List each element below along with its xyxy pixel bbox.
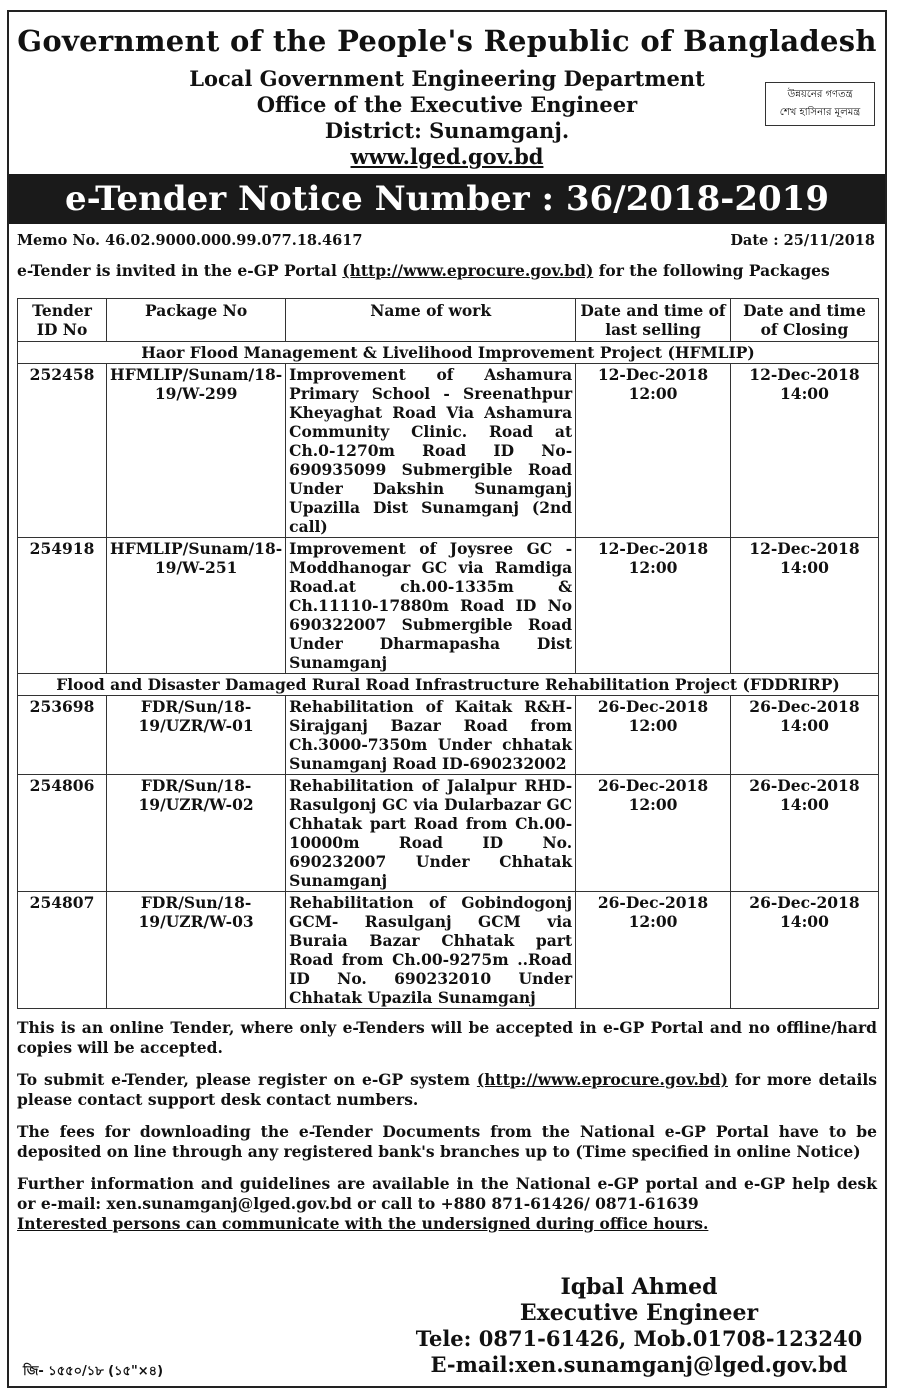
closing: 26-Dec-2018 14:00 [730, 892, 878, 1009]
eprocure-link-2[interactable]: (http://www.eprocure.gov.bd) [476, 1070, 728, 1089]
closing: 12-Dec-2018 14:00 [730, 538, 878, 674]
district-name: District: Sunamganj. [324, 118, 570, 143]
slogan-seal [765, 82, 875, 126]
name-of-work: Rehabilitation of Kaitak R&H-Sirajganj Bazar Road from Ch.3000-7350m Under chhatak Sunamganj Road ID-690232002 [286, 696, 576, 775]
name-of-work: Improvement of Ashamura Primary School - Sreenathpur Kheyaghat Road Via Ashamura Community Clinic. Road at Ch.0-1270m Road ID No-690935099 Submergible Road Under Dakshin Sunamganj Upazilla Dist Sunamganj (2nd call) [286, 364, 576, 538]
name-of-work: Rehabilitation of Gobindogonj GCM- Rasulganj GCM via Buraia Bazar Chhatak part Road from Ch.00-9275m ..Road ID No. 690232010 Under Chhatak Upazila Sunamganj [286, 892, 576, 1009]
website-link[interactable]: www.lged.gov.bd [350, 144, 544, 169]
registration-suffix: for more details please contact support desk contact numbers. [17, 1070, 877, 1109]
eprocure-link[interactable]: (http://www.eprocure.gov.bd) [342, 261, 594, 280]
publication-code: জি- ১৫৫০/১৮ (১৫"×৪) [23, 1364, 164, 1379]
name-of-work: Improvement of Joysree GC - Moddhanogar GC via Ramdiga Road.at ch.00-1335m & Ch.11110-17880m Road ID No 690322007 Submergible Road Under Dharmapasha Dist Sunamganj [286, 538, 576, 674]
table-row [18, 696, 879, 775]
registration-note [17, 1070, 877, 1110]
header-last-selling: Date and time of last selling [576, 299, 731, 342]
last-selling: 26-Dec-2018 12:00 [576, 775, 731, 892]
memo-number: Memo No. 46.02.9000.000.99.077.18.4617 [17, 232, 363, 249]
name-of-work: Rehabilitation of Jalalpur RHD-Rasulgonj GC via Dularbazar GC Chhatak part Road from Ch.00-10000m Road ID No. 690232007 Under Chhatak Sunamganj [286, 775, 576, 892]
signatory-title: Executive Engineer [519, 1300, 759, 1326]
office-hours-note: Interested persons can communicate with the undersigned during office hours. [17, 1214, 709, 1233]
further-info-note [17, 1174, 877, 1234]
memo-date: Date : 25/11/2018 [730, 232, 875, 249]
signatory-name: Iqbal Ahmed [560, 1274, 718, 1300]
package-no: HFMLIP/Sunam/18-19/W-251 [107, 538, 286, 674]
fee-note: The fees for downloading the e-Tender Documents from the National e-GP Portal have to be deposited on line through any registered bank's branches up to (Time specified in online Notice) [17, 1122, 877, 1161]
government-title: Government of the People's Republic of Bangladesh [17, 24, 877, 58]
package-no: FDR/Sun/18-19/UZR/W-03 [107, 892, 286, 1009]
project-row [18, 342, 879, 364]
tender-id: 254918 [18, 538, 107, 674]
table-row [18, 364, 879, 538]
project-title: Flood and Disaster Damaged Rural Road Infrastructure Rehabilitation Project (FDDRIRP) [18, 674, 879, 696]
registration-prefix: To submit e-Tender, please register on e-GP system [17, 1070, 470, 1089]
project-title: Haor Flood Management & Livelihood Improvement Project (HFMLIP) [18, 342, 879, 364]
header-package-no: Package No [107, 299, 286, 342]
tender-id: 254806 [18, 775, 107, 892]
invite-suffix: for the following Packages [598, 261, 830, 280]
further-info-text: Further information and guidelines are available in the National e-GP portal and e-GP help desk or e-mail: xen.sunamganj@lged.gov.bd or call to +880 871-61426/ 0871-61639 [17, 1174, 877, 1213]
project-row [18, 674, 879, 696]
table-row [18, 775, 879, 892]
header [9, 12, 885, 172]
seal-line-2: শেখ হাসিনার মূলমন্ত্র [779, 107, 861, 118]
table-header-row [18, 299, 879, 342]
package-no: FDR/Sun/18-19/UZR/W-02 [107, 775, 286, 892]
closing: 26-Dec-2018 14:00 [730, 775, 878, 892]
closing: 12-Dec-2018 14:00 [730, 364, 878, 538]
table-row [18, 892, 879, 1009]
tender-id: 254807 [18, 892, 107, 1009]
online-tender-note: This is an online Tender, where only e-Tenders will be accepted in e-GP Portal and no offline/hard copies will be accepted. [17, 1018, 877, 1057]
package-no: FDR/Sun/18-19/UZR/W-01 [107, 696, 286, 775]
closing: 26-Dec-2018 14:00 [730, 696, 878, 775]
notice-frame [7, 10, 887, 1388]
header-closing: Date and time of Closing [730, 299, 878, 342]
tender-id: 253698 [18, 696, 107, 775]
header-tender-id: Tender ID No [18, 299, 107, 342]
header-name-of-work: Name of work [286, 299, 576, 342]
memo-row [17, 232, 875, 249]
last-selling: 12-Dec-2018 12:00 [576, 364, 731, 538]
tender-id: 252458 [18, 364, 107, 538]
tender-table [17, 298, 879, 1009]
table-row [18, 538, 879, 674]
seal-line-1: উন্নয়নের গণতন্ত্র [787, 89, 853, 100]
signatory-email[interactable]: E-mail:xen.sunamganj@lged.gov.bd [430, 1352, 848, 1377]
department-name: Local Government Engineering Department [189, 66, 705, 91]
last-selling: 26-Dec-2018 12:00 [576, 892, 731, 1009]
invitation-line [17, 261, 875, 280]
last-selling: 26-Dec-2018 12:00 [576, 696, 731, 775]
signatory-telephone: Tele: 0871-61426, Mob.01708-123240 [415, 1326, 863, 1351]
last-selling: 12-Dec-2018 12:00 [576, 538, 731, 674]
office-name: Office of the Executive Engineer [256, 92, 638, 117]
package-no: HFMLIP/Sunam/18-19/W-299 [107, 364, 286, 538]
invite-prefix: e-Tender is invited in the e-GP Portal [17, 261, 337, 280]
tender-notice-banner: e-Tender Notice Number : 36/2018-2019 [9, 174, 885, 224]
